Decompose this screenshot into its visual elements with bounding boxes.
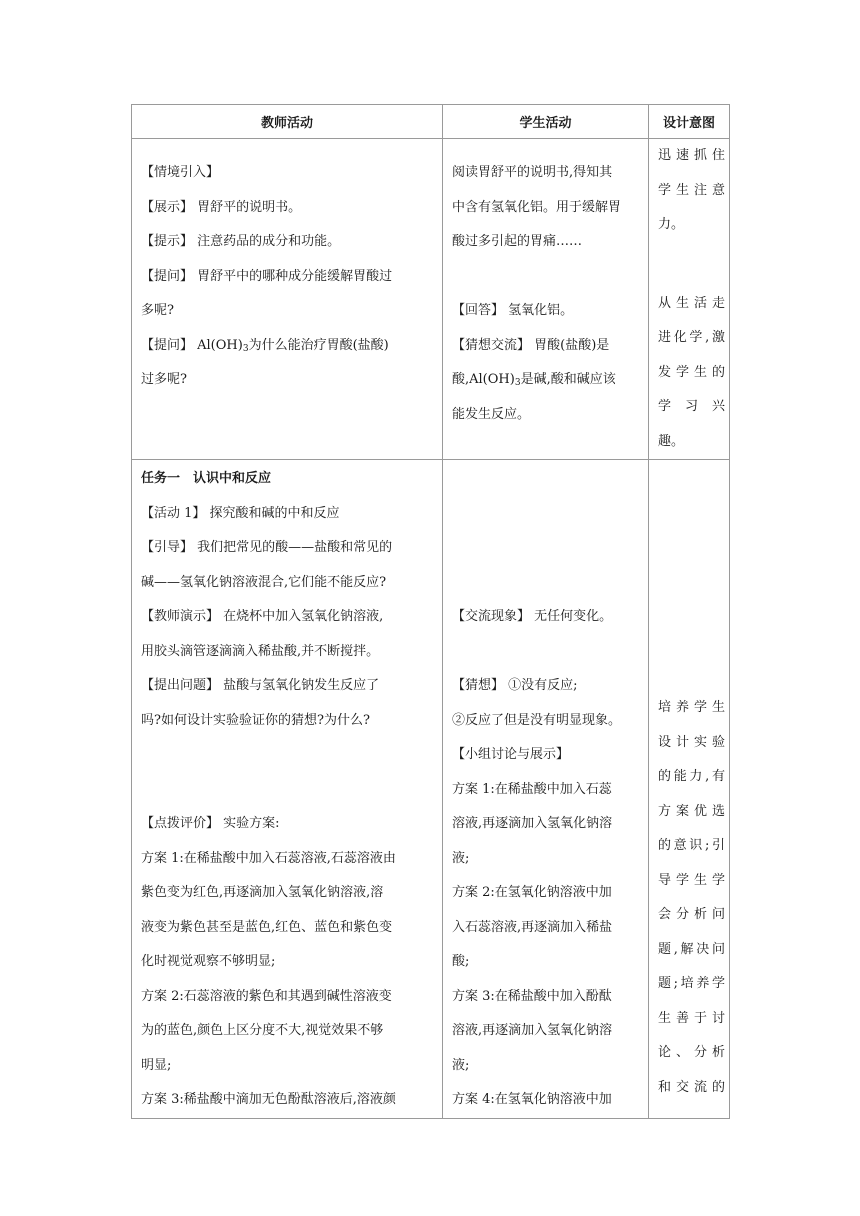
text-line: 为的蓝色,颜色上区分度不大,视觉效果不够 <box>141 1023 384 1038</box>
text-line: 培养学生 <box>658 700 725 715</box>
text-line: 题,解决问 <box>658 941 725 957</box>
text-line: 紫色变为红色,再逐滴加入氢氧化钠溶液,溶 <box>141 885 384 900</box>
text-line: 发学生的 <box>658 364 725 380</box>
text-line: 多呢? <box>141 303 174 318</box>
text-line: 进化学,激 <box>658 330 725 345</box>
text-line: 明显; <box>141 1057 172 1073</box>
text-line: 方案 1:在稀盐酸中加入石蕊 <box>452 781 612 797</box>
header-teacher-activity: 教师活动 <box>132 105 443 139</box>
text-line: 【回答】 氢氧化铝。 <box>452 303 574 318</box>
text-line: 酸; <box>452 954 470 969</box>
teacher-activity-cell <box>132 460 443 1119</box>
text-line: 题;培养学 <box>658 976 725 991</box>
text-line: 生善于讨 <box>658 1010 725 1026</box>
text-line: 力。 <box>658 217 685 232</box>
text-line: 【提出问题】 盐酸与氢氧化钠发生反应了 <box>141 678 380 693</box>
text-line: 方案 2:在氢氧化钠溶液中加 <box>452 885 612 900</box>
text-line: 【提示】 注意药品的成分和功能。 <box>141 234 341 249</box>
subscript: 3 <box>514 378 521 388</box>
text-line: 【活动 1】 探究酸和碱的中和反应 <box>141 505 340 521</box>
text-line: 液; <box>452 1057 470 1073</box>
text-line: 【情境引入】 <box>141 165 220 180</box>
text-line: 【提问】 胃舒平中的哪种成分能缓解胃酸过 <box>141 268 393 284</box>
text-line: 能发生反应。 <box>452 406 531 422</box>
text-line: 的意识;引 <box>658 838 725 853</box>
text-line: 方案 2:石蕊溶液的紫色和其遇到碱性溶液变 <box>141 988 392 1004</box>
subscript: 3 <box>242 343 249 354</box>
student-activity-cell <box>443 460 649 1119</box>
text-line: 化时视觉观察不够明显; <box>141 954 276 969</box>
text-part: 是碱,酸和碱应该 <box>520 372 616 387</box>
text-part: 酸,Al(OH) <box>452 372 515 387</box>
text-line: 学生注意 <box>658 182 725 198</box>
lesson-plan-table <box>131 104 730 1119</box>
text-line: 【猜想交流】 胃酸(盐酸)是 <box>452 337 610 353</box>
text-line: 碱——氢氧化钠溶液混合,它们能不能反应? <box>141 574 387 590</box>
text-line: ②反应了但是没有明显现象。 <box>452 712 622 728</box>
text-line: 方案 3:稀盐酸中滴加无色酚酞溶液后,溶液颜 <box>141 1092 396 1107</box>
text-line: 溶液,再逐滴加入氢氧化钠溶 <box>452 1023 613 1038</box>
text-line: 【引导】 我们把常见的酸——盐酸和常见的 <box>141 540 393 555</box>
text-line: 【点拨评价】 实验方案: <box>141 816 280 831</box>
text-part: 为什么能治疗胃酸(盐酸) <box>248 337 389 353</box>
text-line: 【展示】 胃舒平的说明书。 <box>141 199 302 215</box>
row-situation-intro <box>132 139 730 460</box>
text-line: 方案 1:在稀盐酸中加入石蕊溶液,石蕊溶液由 <box>141 850 396 866</box>
student-activity-cell <box>443 139 649 460</box>
design-intent-cell <box>649 139 730 460</box>
row-task-one <box>132 460 730 1119</box>
text-line: 学习兴 <box>658 399 725 414</box>
text-line: 中含有氢氧化铝。用于缓解胃 <box>452 199 622 215</box>
task-heading: 任务一 认识中和反应 <box>141 471 272 486</box>
text-line: 方案优选 <box>658 803 725 819</box>
text-part: 【提问】 Al(OH) <box>141 337 243 353</box>
design-intent-cell <box>649 460 730 1119</box>
text-line: 吗?如何设计实验验证你的猜想?为什么? <box>141 712 370 728</box>
header-student-activity: 学生活动 <box>443 105 649 139</box>
text-line <box>452 363 644 398</box>
text-line: 【交流现象】 无任何变化。 <box>452 609 613 624</box>
text-line <box>141 329 436 364</box>
text-line: 的能力,有 <box>658 769 725 784</box>
text-line: 会分析问 <box>658 907 725 922</box>
header-design-intent: 设计意图 <box>649 105 730 139</box>
text-line: 从生活走 <box>658 295 725 311</box>
text-line: 用胶头滴管逐滴滴入稀盐酸,并不断搅拌。 <box>141 643 380 659</box>
text-line: 【教师演示】 在烧杯中加入氢氧化钠溶液, <box>141 609 384 624</box>
text-line: 入石蕊溶液,再逐滴加入稀盐 <box>452 919 613 935</box>
text-line: 过多呢? <box>141 372 187 387</box>
text-line: 溶液,再逐滴加入氢氧化钠溶 <box>452 816 613 831</box>
text-line: 论、分析 <box>658 1045 725 1060</box>
text-line: 液; <box>452 850 470 866</box>
text-line: 趣。 <box>658 433 685 449</box>
text-line: 导学生学 <box>658 872 725 888</box>
text-line: 【猜想】 ①没有反应; <box>452 678 578 693</box>
text-line: 液变为紫色甚至是蓝色,红色、蓝色和紫色变 <box>141 919 393 935</box>
teacher-activity-cell <box>132 139 443 460</box>
text-line: 方案 4:在氢氧化钠溶液中加 <box>452 1092 612 1107</box>
text-line: 酸过多引起的胃痛…… <box>452 234 583 249</box>
text-line: 迅速抓住 <box>658 148 725 163</box>
header-row <box>132 105 730 139</box>
text-line: 和交流的 <box>658 1079 725 1095</box>
text-line: 设计实验 <box>658 734 725 750</box>
text-line: 【小组讨论与展示】 <box>452 747 570 762</box>
text-line: 阅读胃舒平的说明书,得知其 <box>452 165 613 180</box>
text-line: 方案 3:在稀盐酸中加入酚酞 <box>452 988 612 1004</box>
